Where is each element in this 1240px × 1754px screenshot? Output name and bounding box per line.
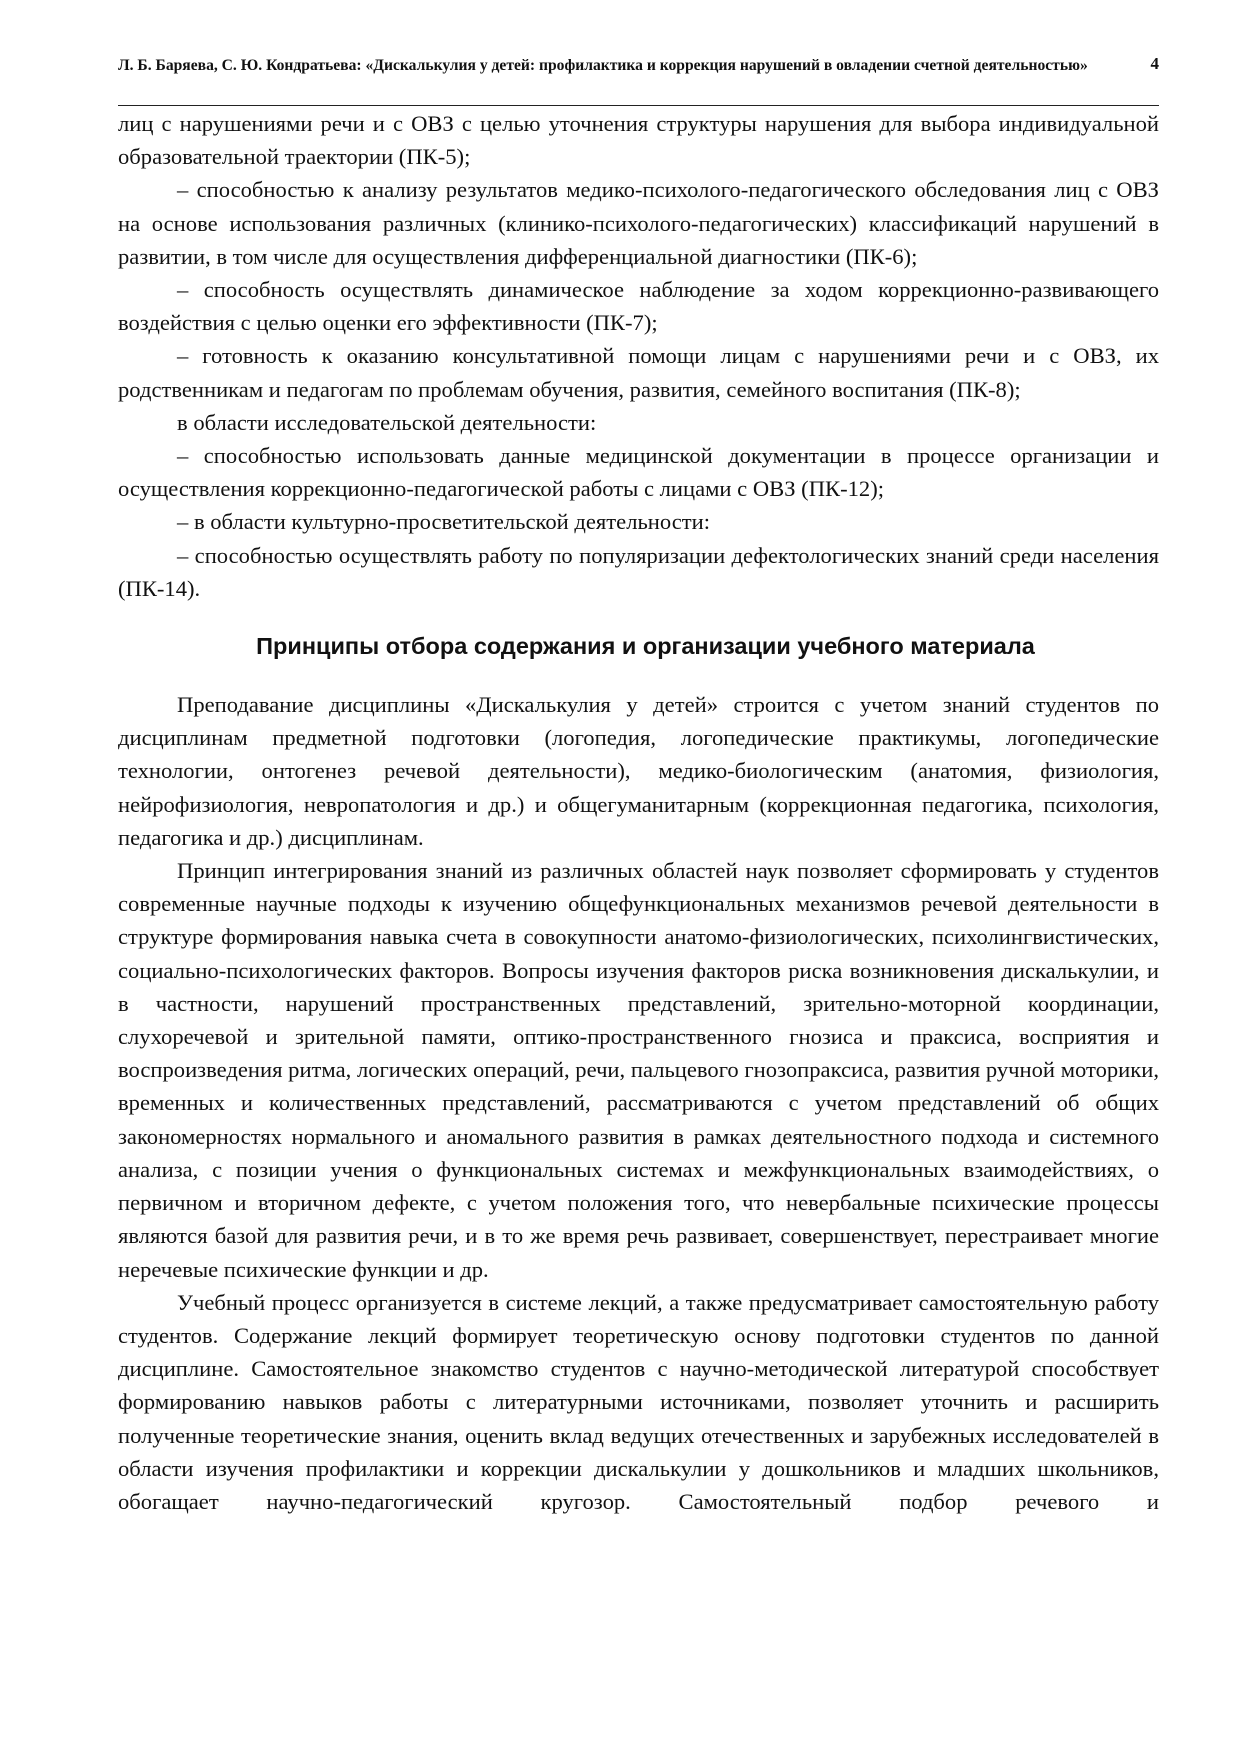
competency-item: – готовность к оказанию консультативной помощи лицам с нарушениями речи и с ОВЗ, их родственникам и педагогам по проблемам обучения, развития, семейного воспитания (ПК-8); xyxy=(118,343,1159,402)
body-paragraph: Учебный процесс организуется в системе лекций, а также предусматривает самостоятельную работу студентов. Содержание лекций формирует теоретическую основу подготовки студентов по данной дисциплине. Самостоятельное знакомство студентов с научно-методической литературой способствует формированию навыков работы с литературными источниками, позволяет уточнить и расширить полученные теоретические знания, оценить вклад ведущих отечественных и зарубежных исследователей в области изучения профилактики и коррекции дискалькулии у дошкольников и младших школьников, обогащает научно-педагогический кругозор. Самостоятельный подбор речевого и xyxy=(118,1289,1159,1514)
section-title: Принципы отбора содержания и организации учебного материала xyxy=(256,633,1035,660)
competency-item: – способностью осуществлять работу по популяризации дефектологических знаний среди населения (ПК-14). xyxy=(118,542,1159,601)
header-divider xyxy=(118,105,1159,106)
running-header: Л. Б. Баряева, С. Ю. Кондратьева: «Дискалькулия у детей: профилактика и коррекция нарушений в овладении счетной деятельностью» xyxy=(118,57,1088,74)
competency-area-heading: – в области культурно-просветительской деятельности: xyxy=(177,509,710,535)
competency-item: – способностью к анализу результатов медико-психолого-педагогического обследования лиц с ОВЗ на основе использования различных (клинико-психолого-педагогических) классификаций нарушений в развитии, в том числе для осуществления дифференциальной диагностики (ПК-6); xyxy=(118,177,1159,269)
document-page xyxy=(118,0,1159,1754)
competency-item: – способность осуществлять динамическое наблюдение за ходом коррекционно-развивающего воздействия с целью оценки его эффективности (ПК-7); xyxy=(118,277,1159,336)
competency-item: лиц с нарушениями речи и с ОВЗ с целью уточнения структуры нарушения для выбора индивидуальной образовательной траектории (ПК-5); xyxy=(118,111,1159,170)
document-body xyxy=(118,107,1159,1518)
page-number: 4 xyxy=(1150,54,1159,73)
body-paragraph: Преподавание дисциплины «Дискалькулия у детей» строится с учетом знаний студентов по дисциплинам предметной подготовки (логопедия, логопедические практикумы, логопедические технологии, онтогенез речевой деятельности), медико-биологическим (анатомия, физиология, нейрофизиология, невропатология и др.) и общегуманитарным (коррекционная педагогика, психология, педагогика и др.) дисциплинам. xyxy=(118,692,1159,850)
competency-area-heading: в области исследовательской деятельности: xyxy=(177,409,597,435)
body-paragraph: Принцип интегрирования знаний из различных областей наук позволяет сформировать у студентов современные научные подходы к изучению общефункциональных механизмов речевой деятельности в структуре формирования навыка счета в совокупности анатомо-физиологических, психолингвистических, социально-психологических факторов. Вопросы изучения факторов риска возникновения дискалькулии, и в частности, нарушений пространственных представлений, зрительно-моторной координации, слухоречевой и зрительной памяти, оптико-пространственного гнозиса и праксиса, восприятия и воспроизведения ритма, логических операций, речи, пальцевого гнозопраксиса, развития ручной моторики, временных и количественных представлений, рассматриваются с учетом представлений об общих закономерностях нормального и аномального развития в рамках деятельностного подхода и системного анализа, с позиции учения о функциональных системах и межфункциональных взаимодействиях, о первичном и вторичном дефекте, с учетом положения того, что невербальные психические процессы являются базой для развития речи, и в то же время речь развивает, совершенствует, перестраивает многие неречевые психические функции и др. xyxy=(118,858,1159,1282)
competency-item: – способностью использовать данные медицинской документации в процессе организации и осуществления коррекционно-педагогической работы с лицами с ОВЗ (ПК-12); xyxy=(118,443,1159,502)
